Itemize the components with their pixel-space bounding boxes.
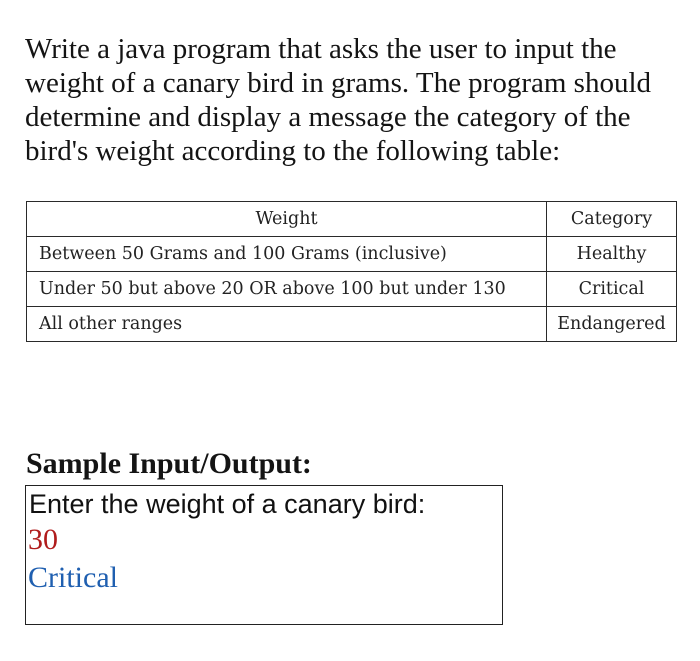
row-weight-cell: All other ranges [27, 307, 547, 342]
question-line-4: bird's weight according to the following table: [25, 135, 561, 167]
row-category-cell: Healthy [547, 237, 677, 272]
table-row [27, 237, 677, 272]
sample-heading: Sample Input/Output: [26, 447, 312, 480]
console-input-value: 30 [28, 523, 58, 556]
question-line-1: Write a java program that asks the user to input the [25, 33, 617, 65]
row-category-cell: Endangered [547, 307, 677, 342]
sample-console-box [25, 485, 503, 625]
row-weight-cell: Under 50 but above 20 OR above 100 but under 130 [27, 272, 547, 307]
question-line-2: weight of a canary bird in grams. The program should [25, 67, 652, 99]
table-row [27, 272, 677, 307]
console-prompt: Enter the weight of a canary bird: [29, 489, 426, 519]
header-category: Category [547, 202, 677, 237]
header-weight: Weight [27, 202, 547, 237]
question-line-3: determine and display a message the category of the [25, 101, 631, 133]
console-output-value: Critical [28, 561, 118, 594]
table-row [27, 307, 677, 342]
weight-category-table [26, 201, 677, 342]
row-category-cell: Critical [547, 272, 677, 307]
row-weight-cell: Between 50 Grams and 100 Grams (inclusive) [27, 237, 547, 272]
question-text [25, 32, 685, 168]
table-header-row [27, 202, 677, 237]
